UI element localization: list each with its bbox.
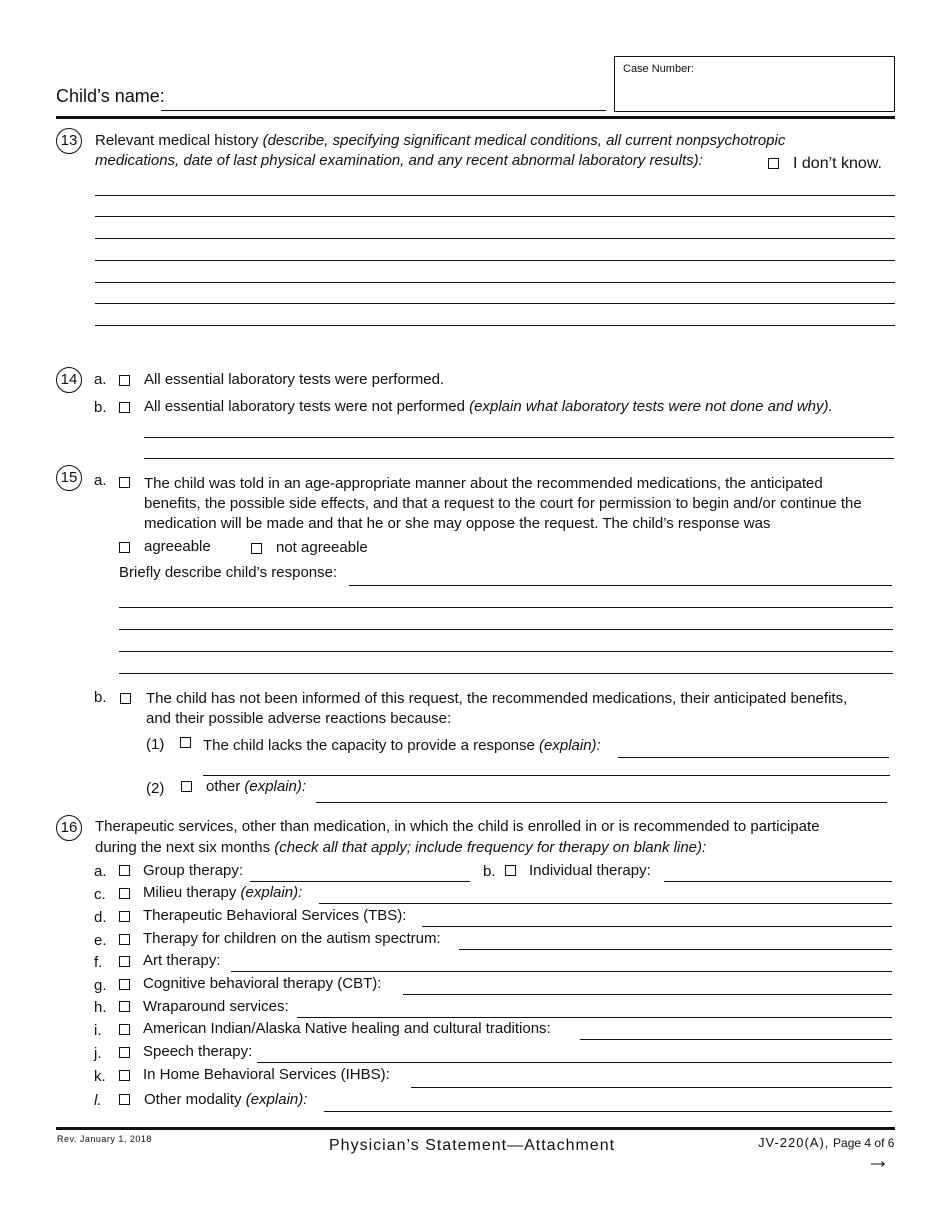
individual-therapy-label: Individual therapy:	[529, 862, 651, 879]
tbs-line[interactable]	[422, 926, 892, 927]
other-modality-label: Other modality (explain):	[144, 1091, 308, 1108]
autism-therapy-label: Therapy for children on the autism spectrum:	[143, 930, 441, 947]
q15-response-line[interactable]	[349, 585, 892, 586]
tbs-checkbox[interactable]	[119, 911, 130, 922]
q13-answer-line[interactable]	[95, 260, 895, 261]
lacks-capacity-label: The child lacks the capacity to provide a response (explain):	[203, 737, 601, 754]
q16-line2: during the next six months (check all that apply; include frequency for therapy on blank line):	[95, 839, 707, 856]
cbt-label: Cognitive behavioral therapy (CBT):	[143, 975, 382, 992]
q13-answer-line[interactable]	[95, 303, 895, 304]
next-page-arrow-icon: →	[866, 1147, 890, 1174]
speech-therapy-label: Speech therapy:	[143, 1043, 253, 1060]
wraparound-label: Wraparound services:	[143, 998, 289, 1015]
q15-b-option2-number: (2)	[146, 780, 165, 797]
q15-response-line[interactable]	[119, 651, 893, 652]
q13-answer-line[interactable]	[95, 216, 895, 217]
not-agreeable-label: not agreeable	[276, 539, 368, 556]
lacks-capacity-explain-line[interactable]	[203, 775, 890, 776]
q15-response-line[interactable]	[119, 629, 893, 630]
q13-text-line1: Relevant medical history (describe, specifying significant medical conditions, all current nonpsychotropic	[95, 132, 786, 149]
q14-answer-line[interactable]	[144, 437, 894, 438]
other-reason-explain-line[interactable]	[316, 802, 887, 803]
individual-therapy-checkbox[interactable]	[505, 865, 516, 876]
therapy-letter: k.	[94, 1068, 106, 1085]
q14-a-checkbox[interactable]	[119, 375, 130, 386]
q15-a-line1: The child was told in an age-appropriate manner about the recommended medications, the anticipated	[144, 475, 823, 492]
other-modality-checkbox[interactable]	[119, 1094, 130, 1105]
q13-answer-line[interactable]	[95, 325, 895, 326]
autism-therapy-line[interactable]	[459, 949, 892, 950]
other-reason-label: other (explain):	[206, 778, 307, 795]
art-therapy-label: Art therapy:	[143, 952, 221, 969]
ihbs-checkbox[interactable]	[119, 1070, 130, 1081]
q15-b-line2: and their possible adverse reactions because:	[146, 710, 452, 727]
item-14-number: 14	[56, 367, 82, 393]
dont-know-label: I don’t know.	[793, 155, 882, 172]
ihbs-label: In Home Behavioral Services (IHBS):	[143, 1066, 390, 1083]
art-therapy-line[interactable]	[231, 971, 892, 972]
individual-therapy-line[interactable]	[664, 881, 892, 882]
therapy-letter: l.	[94, 1092, 102, 1109]
childs-name-label: Child’s name:	[56, 86, 165, 106]
native-healing-line[interactable]	[580, 1039, 892, 1040]
therapy-letter: c.	[94, 886, 106, 903]
childs-name-field[interactable]	[161, 110, 606, 111]
q13-text-line2: medications, date of last physical examination, and any recent abnormal laboratory results):	[95, 152, 703, 169]
form-id: JV-220(A), Page 4 of 6	[758, 1135, 895, 1150]
milieu-therapy-label: Milieu therapy (explain):	[143, 884, 303, 901]
agreeable-checkbox[interactable]	[119, 542, 130, 553]
speech-therapy-line[interactable]	[257, 1062, 892, 1063]
autism-therapy-checkbox[interactable]	[119, 934, 130, 945]
therapy-letter: h.	[94, 999, 107, 1016]
q15-a-line3: medication will be made and that he or she may oppose the request. The child’s response was	[144, 515, 771, 532]
q13-answer-line[interactable]	[95, 282, 895, 283]
case-number-label: Case Number:	[623, 63, 694, 75]
wraparound-line[interactable]	[297, 1017, 892, 1018]
item-15-number: 15	[56, 465, 82, 491]
item-16-number: 16	[56, 815, 82, 841]
milieu-therapy-checkbox[interactable]	[119, 888, 130, 899]
footer-divider	[56, 1127, 895, 1130]
revision-date: Rev. January 1, 2018	[57, 1134, 152, 1144]
describe-response-label: Briefly describe child’s response:	[119, 564, 338, 581]
wraparound-checkbox[interactable]	[119, 1001, 130, 1012]
native-healing-checkbox[interactable]	[119, 1024, 130, 1035]
q15-a-line2: benefits, the possible side effects, and that a request to the court for permission to begin and/or continue the	[144, 495, 862, 512]
milieu-therapy-line[interactable]	[319, 903, 892, 904]
art-therapy-checkbox[interactable]	[119, 956, 130, 967]
therapy-letter: i.	[94, 1022, 102, 1039]
q15-a-letter: a.	[94, 472, 107, 489]
q13-answer-line[interactable]	[95, 238, 895, 239]
tbs-label: Therapeutic Behavioral Services (TBS):	[143, 907, 407, 924]
q14-b-checkbox[interactable]	[119, 402, 130, 413]
therapy-letter: g.	[94, 977, 107, 994]
therapy-letter: a.	[94, 863, 107, 880]
dont-know-checkbox[interactable]	[768, 158, 779, 169]
q14-a-text: All essential laboratory tests were performed.	[144, 371, 445, 388]
q15-response-line[interactable]	[119, 673, 893, 674]
q15-b-line1: The child has not been informed of this request, the recommended medications, their anticipated benefits,	[146, 690, 848, 707]
q15-b-option1-number: (1)	[146, 736, 165, 753]
q14-a-letter: a.	[94, 371, 107, 388]
therapy-letter: f.	[94, 954, 103, 971]
speech-therapy-checkbox[interactable]	[119, 1047, 130, 1058]
therapy-letter: d.	[94, 909, 107, 926]
q15-a-checkbox[interactable]	[119, 477, 130, 488]
q14-answer-line[interactable]	[144, 458, 894, 459]
therapy-letter: j.	[94, 1045, 102, 1062]
cbt-line[interactable]	[403, 994, 892, 995]
group-therapy-checkbox[interactable]	[119, 865, 130, 876]
lacks-capacity-explain-line[interactable]	[618, 757, 889, 758]
cbt-checkbox[interactable]	[119, 979, 130, 990]
q15-b-checkbox[interactable]	[120, 693, 131, 704]
other-modality-line[interactable]	[324, 1111, 892, 1112]
therapy-letter: b.	[483, 863, 496, 880]
q16-line1: Therapeutic services, other than medication, in which the child is enrolled in or is recommended to participate	[95, 818, 820, 835]
ihbs-line[interactable]	[411, 1087, 892, 1088]
form-title: Physician’s Statement—Attachment	[329, 1137, 616, 1154]
group-therapy-line[interactable]	[250, 881, 470, 882]
lacks-capacity-checkbox[interactable]	[180, 737, 191, 748]
q15-b-letter: b.	[94, 689, 107, 706]
other-reason-checkbox[interactable]	[181, 781, 192, 792]
header-divider	[56, 116, 895, 119]
group-therapy-label: Group therapy:	[143, 862, 244, 879]
therapy-letter: e.	[94, 932, 107, 949]
case-number-box[interactable]	[614, 56, 895, 112]
agreeable-label: agreeable	[144, 538, 211, 555]
native-healing-label: American Indian/Alaska Native healing and cultural traditions:	[143, 1020, 551, 1037]
q15-response-line[interactable]	[119, 607, 893, 608]
q14-b-text: All essential laboratory tests were not performed (explain what laboratory tests were not done and why).	[144, 398, 833, 415]
q13-answer-line[interactable]	[95, 195, 895, 196]
not-agreeable-checkbox[interactable]	[251, 543, 262, 554]
q14-b-letter: b.	[94, 399, 107, 416]
item-13-number: 13	[56, 128, 82, 154]
